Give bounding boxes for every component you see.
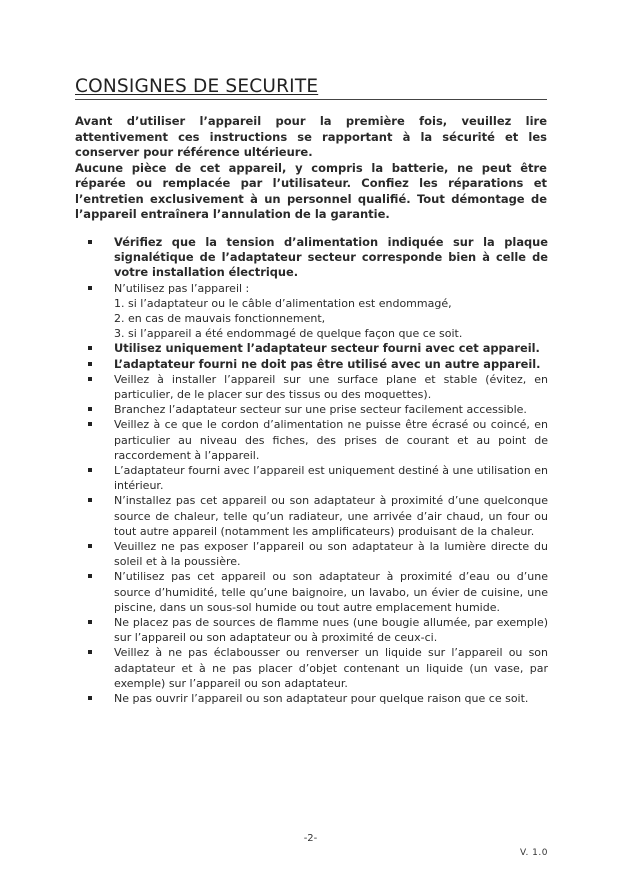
intro-text (75, 114, 547, 223)
list-item: N’utilisez pas cet appareil ou son adaptateur à proximité d’eau ou d’une source d’humidité, telle qu’une baignoire, un lavabo, un évier de cuisine, une piscine, dans un sous-sol humide ou tout autre emplacement humide. (88, 569, 548, 615)
list-item: Veillez à ne pas éclabousser ou renverser un liquide sur l’appareil ou son adaptateur et à ne pas placer d’objet contenant un liquide (un vase, par exemple) sur l’appareil ou son adaptateur. (88, 645, 548, 691)
page-title: CONSIGNES DE SECURITE (75, 76, 547, 100)
list-item: Veillez à ce que le cordon d’alimentation ne puisse être écrasé ou coincé, en particulier au niveau des fiches, des prises de courant et au point de raccordement à l’appareil. (88, 417, 548, 463)
list-item: N’installez pas cet appareil ou son adaptateur à proximité d’une quelconque source de chaleur, telle qu’un radiateur, une arrivée d’air chaud, un four ou tout autre appareil (notamment les amplificateurs) produisant de la chaleur. (88, 493, 548, 539)
bullet-icon (88, 544, 92, 548)
sub-list-item: 3. si l’appareil a été endommagé de quelque façon que ce soit. (114, 327, 463, 341)
list-item: Ne placez pas de sources de flamme nues (une bougie allumée, par exemple) sur l’appareil ou son adaptateur ou à proximité de ceux-ci. (88, 615, 548, 645)
sub-list-item: 1. si l’adaptateur ou le câble d’alimentation est endommagé, (114, 296, 452, 310)
bullet-icon (88, 286, 92, 290)
bullet-icon (88, 696, 92, 700)
intro-paragraph-2: Aucune pièce de cet appareil, y compris la batterie, ne peut être réparée ou remplacée par l’utilisateur. Confiez les réparations et l’entretien exclusivement à un personnel qualifié. Tout démontage de l’appareil entraînera l’annulation de la garantie. (75, 160, 547, 221)
version-label: V. 1.0 (519, 848, 548, 858)
list-item: Branchez l’adaptateur secteur sur une prise secteur facilement accessible. (88, 402, 548, 417)
page-number: -2- (303, 833, 318, 844)
list-item: Ne pas ouvrir l’appareil ou son adaptateur pour quelque raison que ce soit. (88, 691, 548, 706)
intro-paragraph-1: Avant d’utiliser l’appareil pour la première fois, veuillez lire attentivement ces instructions se rapportant à la sécurité et les conserver pour référence ultérieure. (75, 114, 547, 159)
list-item: Veuillez ne pas exposer l’appareil ou son adaptateur à la lumière directe du soleil et à la poussière. (88, 539, 548, 569)
sub-list-item: 2. en cas de mauvais fonctionnement, (114, 312, 326, 326)
list-item: Vérifiez que la tension d’alimentation indiquée sur la plaque signalétique de l’adaptateur secteur corresponde bien à celle de votre installation électrique. (88, 235, 548, 281)
bullet-icon (88, 377, 92, 381)
bullet-icon (88, 650, 92, 654)
bullet-icon (88, 346, 92, 350)
list-item: L’adaptateur fourni avec l’appareil est uniquement destiné à une utilisation en intérieur. (88, 463, 548, 493)
list-item: L’adaptateur fourni ne doit pas être utilisé avec un autre appareil. (88, 357, 548, 372)
bullet-icon (88, 620, 92, 624)
sub-list (114, 296, 548, 342)
safety-list (88, 235, 548, 706)
bullet-icon (88, 407, 92, 411)
bullet-icon (88, 498, 92, 502)
bullet-icon (88, 422, 92, 426)
list-item: Utilisez uniquement l’adaptateur secteur fourni avec cet appareil. (88, 341, 548, 356)
bullet-icon (88, 362, 92, 366)
list-item: N’utilisez pas l’appareil : 1. si l’adaptateur ou le câble d’alimentation est endommagé, 2. en cas de mauvais fonctionnement, 3. si l’appareil a été endommagé de quelque façon que ce soit. (88, 281, 548, 342)
bullet-icon (88, 574, 92, 578)
bullet-icon (88, 468, 92, 472)
list-item: Veillez à installer l’appareil sur une surface plane et stable (évitez, en particulier, de le placer sur des tissus ou des moquettes). (88, 372, 548, 402)
bullet-icon (88, 240, 92, 244)
